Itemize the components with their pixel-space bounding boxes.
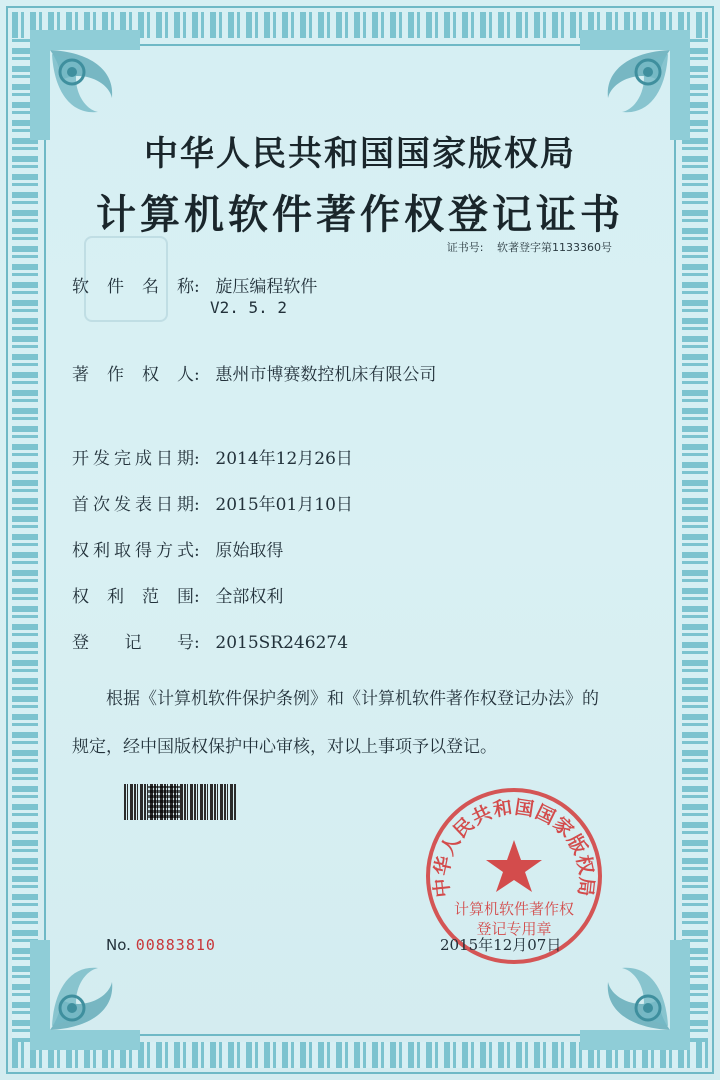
field-label: 登 记 号 : — [72, 633, 200, 653]
field-completion-date — [72, 444, 353, 469]
field-publish-date — [72, 490, 353, 515]
certificate-title: 计算机软件著作权登记证书 — [96, 191, 624, 238]
certificate-number-label: 证书号: — [446, 241, 484, 254]
field-value: 2014年12月26日 — [215, 449, 353, 469]
issue-date: 2015年12月07日 — [440, 936, 562, 954]
seal-center-line1: 计算机软件著作权 — [453, 900, 575, 918]
legal-paragraph-line1: 根据《计算机软件保护条例》和《计算机软件著作权登记办法》的 — [106, 689, 599, 709]
field-label: 权 利 取 得 方 式 : — [72, 541, 200, 561]
legal-paragraph-line2: 规定，经中国版权保护中心审核，对以上事项予以登记。 — [72, 737, 497, 757]
field-registration-number — [72, 628, 348, 653]
field-value: 2015SR246274 — [215, 633, 349, 653]
field-rights-scope — [72, 582, 283, 607]
serial-number — [106, 936, 216, 954]
field-value: 旋压编程软件 — [215, 277, 318, 297]
field-software-name — [72, 272, 317, 297]
barcode-icon — [124, 784, 236, 820]
field-value: 2015年01月10日 — [215, 495, 353, 515]
field-label: 开 发 完 成 日 期 : — [72, 449, 200, 469]
field-label: 著 作 权 人 : — [72, 365, 200, 385]
certificate-number-value: 软著登字第1133360号 — [497, 241, 612, 254]
field-value: 原始取得 — [215, 541, 284, 561]
field-value: 惠州市博赛数控机床有限公司 — [215, 365, 437, 385]
field-software-version: V2. 5. 2 — [210, 298, 288, 317]
field-acquisition-method — [72, 536, 283, 561]
field-label: 首 次 发 表 日 期 : — [72, 495, 200, 515]
serial-label: No. — [106, 936, 131, 954]
serial-value: 00883810 — [135, 936, 216, 954]
certificate-number — [447, 239, 612, 255]
field-value: 全部权利 — [215, 587, 284, 607]
qr-code-icon — [148, 786, 180, 818]
field-label: 权 利 范 围 : — [72, 587, 200, 607]
seal-ring-text: 中华人民共和国国家版权局 — [430, 796, 598, 899]
field-label: 软 件 名 称 : — [72, 277, 200, 297]
field-copyright-owner — [72, 360, 436, 385]
issuer-title: 中华人民共和国国家版权局 — [144, 134, 576, 174]
seal-center-line2: 登记专用章 — [476, 920, 552, 938]
